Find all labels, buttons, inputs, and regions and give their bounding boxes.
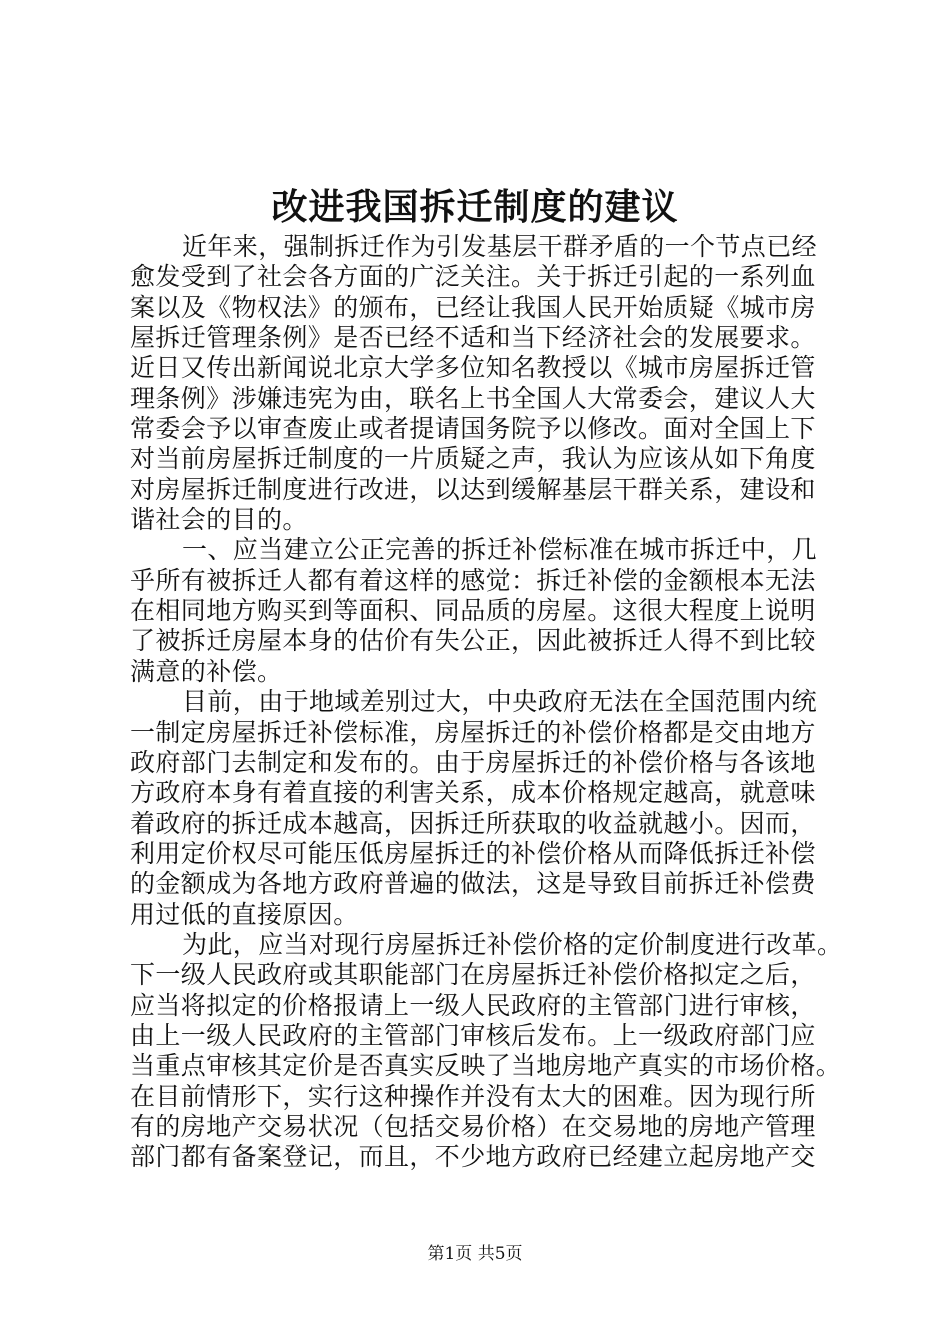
text-line: 部门都有备案登记，而且，不少地方政府已经建立起房地产交 xyxy=(130,1142,816,1172)
text-line: 了被拆迁房屋本身的估价有失公正，因此被拆迁人得不到比较 xyxy=(130,626,816,656)
text-line: 为此，应当对现行房屋拆迁补偿价格的定价制度进行改革。 xyxy=(182,929,843,959)
text-line: 目前，由于地域差别过大，中央政府无法在全国范围内统 xyxy=(182,687,818,717)
text-line: 一制定房屋拆迁补偿标准，房屋拆迁的补偿价格都是交由地方 xyxy=(130,717,816,747)
text-line: 下一级人民政府或其职能部门在房屋拆迁补偿价格拟定之后， xyxy=(130,960,816,990)
text-line: 用过低的直接原因。 xyxy=(130,899,359,929)
text-line: 由上一级人民政府的主管部门审核后发布。上一级政府部门应 xyxy=(130,1020,816,1050)
page-footer: 第1页 共5页 xyxy=(427,1244,523,1264)
text-line: 利用定价权尽可能压低房屋拆迁的补偿价格从而降低拆迁补偿 xyxy=(130,838,816,868)
text-line: 着政府的拆迁成本越高，因拆迁所获取的收益就越小。因而， xyxy=(130,808,816,838)
text-line: 当重点审核其定价是否真实反映了当地房地产真实的市场价格。 xyxy=(130,1051,842,1081)
text-line: 屋拆迁管理条例》是否已经不适和当下经济社会的发展要求。 xyxy=(130,323,816,353)
document-body xyxy=(130,232,850,1173)
text-line: 案以及《物权法》的颁布，已经让我国人民开始质疑《城市房 xyxy=(130,292,816,322)
document-title: 改进我国拆迁制度的建议 xyxy=(271,186,679,228)
text-line: 谐社会的目的。 xyxy=(130,505,308,535)
text-line: 的金额成为各地方政府普遍的做法，这是导致目前拆迁补偿费 xyxy=(130,869,816,899)
text-line: 愈发受到了社会各方面的广泛关注。关于拆迁引起的一系列血 xyxy=(130,262,816,292)
text-line: 对当前房屋拆迁制度的一片质疑之声，我认为应该从如下角度 xyxy=(130,444,816,474)
text-line: 乎所有被拆迁人都有着这样的感觉：拆迁补偿的金额根本无法 xyxy=(130,565,816,595)
text-line: 常委会予以审查废止或者提请国务院予以修改。面对全国上下 xyxy=(130,414,816,444)
text-line: 满意的补偿。 xyxy=(130,656,283,686)
text-line: 政府部门去制定和发布的。由于房屋拆迁的补偿价格与各该地 xyxy=(130,747,816,777)
text-line: 在目前情形下，实行这种操作并没有太大的困难。因为现行所 xyxy=(130,1081,816,1111)
text-line: 应当将拟定的价格报请上一级人民政府的主管部门进行审核， xyxy=(130,990,816,1020)
text-line: 在相同地方购买到等面积、同品质的房屋。这很大程度上说明 xyxy=(130,596,816,626)
text-line: 方政府本身有着直接的利害关系，成本价格规定越高，就意味 xyxy=(130,778,816,808)
text-line: 有的房地产交易状况（包括交易价格）在交易地的房地产管理 xyxy=(130,1111,816,1141)
text-line: 对房屋拆迁制度进行改进，以达到缓解基层干群关系，建设和 xyxy=(130,474,816,504)
text-line: 近年来，强制拆迁作为引发基层干群矛盾的一个节点已经 xyxy=(182,232,818,261)
text-line: 近日又传出新闻说北京大学多位知名教授以《城市房屋拆迁管 xyxy=(130,353,816,383)
text-line: 一、应当建立公正完善的拆迁补偿标准在城市拆迁中，几 xyxy=(182,535,818,565)
text-line: 理条例》涉嫌违宪为由，联名上书全国人大常委会，建议人大 xyxy=(130,383,816,413)
